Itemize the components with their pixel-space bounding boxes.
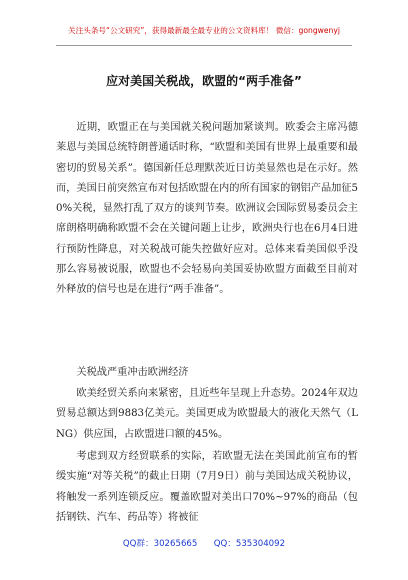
paragraph-trade-relations: 欧美经贸关系向来紧密，且近些年呈现上升态势。2024年双边贸易总额达到9883亿美元。美国更成为欧盟最大的液化天然气（LNG）供应国，占欧盟进口额的45%。 bbox=[56, 388, 358, 440]
article-title: 应对美国关税战，欧盟的“两手准备” bbox=[106, 74, 302, 88]
header-divider bbox=[56, 45, 352, 46]
header-promo-note: 关注头条号“公文研究”，获得最新最全最专业的公文资料库！ 微信：gongwenyj bbox=[68, 26, 340, 35]
paragraph-consequences: 考虑到双方经贸联系的实际，若欧盟无法在美国此前宣布的暂缓实施“对等关税”的截止日期（7月9日）前与美国达成关税协议，将触发一系列连锁反应。覆盖欧盟对美出口70%~97%的商品（包括钢铁、汽车、药品等）将被征 bbox=[56, 451, 358, 523]
section-heading: 关税战严重冲击欧洲经济 bbox=[76, 367, 189, 378]
paragraph-intro: 近期，欧盟正在与美国就关税问题加紧谈判。欧委会主席冯德莱恩与美国总统特朗普通话时称，“欧盟和美国有世界上最重要和最密切的贸易关系”。德国新任总理默茨近日访美显然也是在示好。然而，美国日前突然宣布对包括欧盟在内的所有国家的钢铝产品加征50%关税，显然打乱了双方的谈判节奏。欧洲议会国际贸易委员会主席朗格明确称欧盟不会在关键问题上让步，欧洲央行也在6月4日进行预防性降息，对关税战可能失控做好应对。总体来看美国似乎没那么容易被说服，欧盟也不会轻易向美国妥协欧盟方面截至目前对外释放的信号也是在进行“两手准备”。 bbox=[56, 122, 358, 296]
footer-contact-note: QQ群：30265665 QQ：535304092 bbox=[122, 539, 286, 549]
